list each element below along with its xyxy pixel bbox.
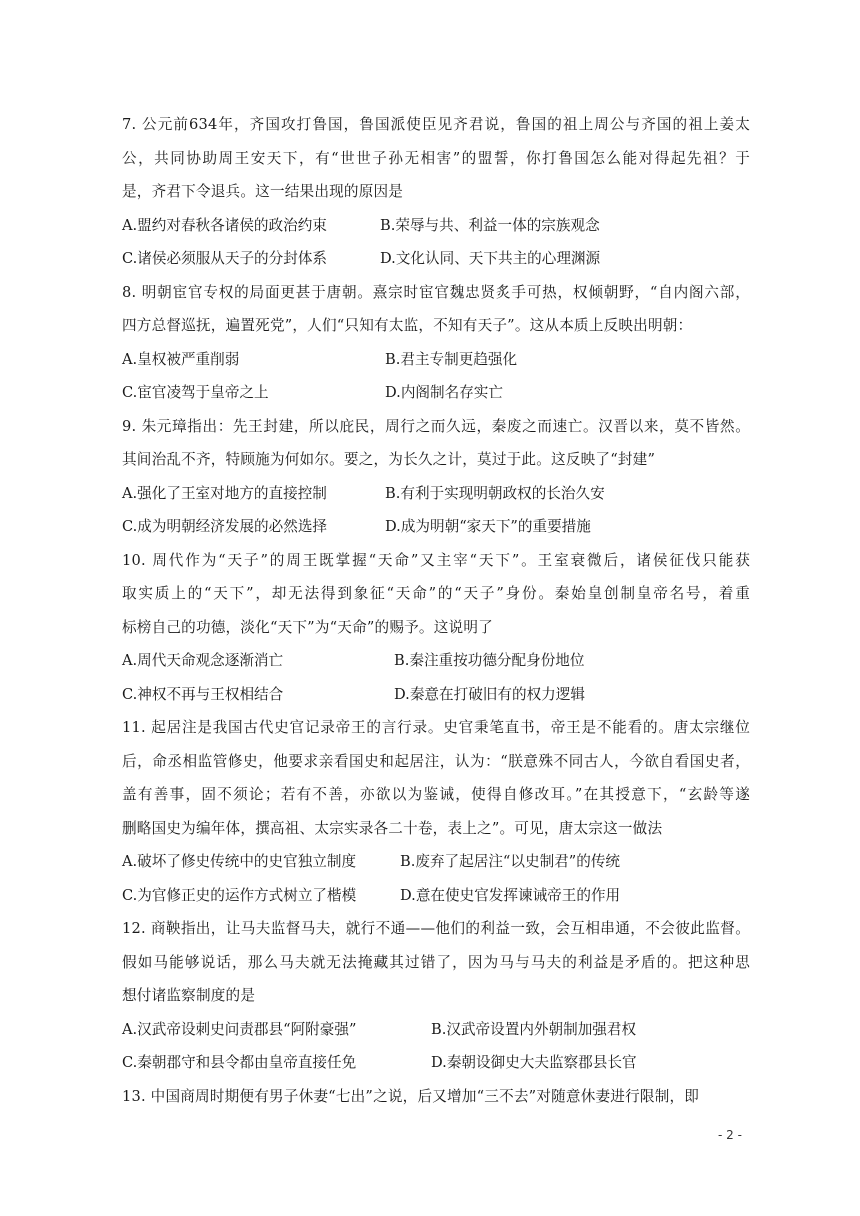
- options-row: [122, 376, 750, 410]
- question-stem-line: 取实质上的“天下”，却无法得到象征“天命”的“天子”身份。秦始皇创制皇帝名号，着重: [122, 585, 750, 602]
- answer-option-c: C.宦官凌驾于皇帝之上: [122, 384, 269, 401]
- options-row: [122, 209, 750, 243]
- answer-option-d: D.文化认同、天下共主的心理渊源: [380, 250, 601, 267]
- answer-option-a: A.破坏了修史传统中的史官独立制度: [122, 853, 357, 870]
- question-block: [122, 1080, 750, 1114]
- options-row: [122, 477, 750, 511]
- question-list: [122, 108, 750, 1113]
- options-row: [122, 678, 750, 712]
- question-stem-first-line: 9. 朱元璋指出：先王封建，所以庇民，周行之而久远，秦废之而速亡。汉晋以来，莫不皆然。: [122, 417, 750, 435]
- answer-option-d: D.成为明朝“家天下”的重要措施: [385, 518, 591, 535]
- question-stem-line: 是，齐君下令退兵。这一结果出现的原因是: [122, 183, 404, 200]
- page-number: - 2 -: [718, 1128, 742, 1142]
- question-block: [122, 410, 750, 544]
- question-stem-first-line: 7. 公元前634年，齐国攻打鲁国，鲁国派使臣见齐君说，鲁国的祖上周公与齐国的祖上姜太: [122, 116, 750, 133]
- question-stem-line: 想付诸监察制度的是: [122, 987, 256, 1004]
- options-row: [122, 242, 750, 276]
- answer-option-c: C.为官修正史的运作方式树立了楷模: [122, 886, 357, 904]
- options-row: [122, 343, 750, 377]
- answer-option-a: A.汉武帝设刺史问责郡县“阿附豪强”: [122, 1020, 357, 1038]
- answer-option-c: C.成为明朝经济发展的必然选择: [122, 518, 328, 535]
- question-stem-first-line: 11. 起居注是我国古代史官记录帝王的言行录。史官秉笔直书，帝王是不能看的。唐太宗继位: [122, 719, 750, 736]
- answer-option-a: A.盟约对春秋各诸侯的政治约束: [122, 216, 327, 234]
- answer-option-b: B.有利于实现明朝政权的长治久安: [385, 484, 605, 502]
- question-block: [122, 711, 750, 912]
- question-block: [122, 276, 750, 410]
- question-stem-first-line: 12. 商鞅指出，让马夫监督马夫，就行不通——他们的利益一致，会互相串通，不会彼此监督。: [122, 920, 750, 937]
- options-row: [122, 1046, 750, 1080]
- answer-option-b: B.秦注重按功德分配身份地位: [394, 652, 585, 669]
- answer-option-d: D.内阁制名存实亡: [385, 384, 503, 401]
- question-block: [122, 544, 750, 712]
- question-stem-line: 假如马能够说话，那么马夫就无法掩藏其过错了，因为马与马夫的利益是矛盾的。把这种思: [122, 953, 750, 971]
- options-row: [122, 510, 750, 544]
- answer-option-c: C.诸侯必须服从天子的分封体系: [122, 250, 328, 267]
- question-block: [122, 108, 750, 276]
- answer-option-c: C.神权不再与王权相结合: [122, 685, 284, 703]
- answer-option-b: B.汉武帝设置内外朝制加强君权: [431, 1020, 637, 1038]
- answer-option-b: B.荣辱与共、利益一体的宗族观念: [380, 216, 600, 234]
- options-row: [122, 644, 750, 678]
- answer-option-c: C.秦朝郡守和县令都由皇帝直接任免: [122, 1054, 357, 1071]
- question-stem-first-line: 8. 明朝宦官专权的局面更甚于唐朝。熹宗时宦官魏忠贤炙手可热，权倾朝野，“自内阁六部，: [122, 283, 750, 301]
- question-stem-line: 公，共同协助周王安天下，有“世世子孙无相害”的盟誓，你打鲁国怎么能对得起先祖？于: [122, 149, 750, 167]
- question-stem-line: 四方总督巡抚，遍置死党”，人们“只知有太监，不知有天子”。这从本质上反映出明朝：: [122, 317, 693, 334]
- question-stem-line: 删略国史为编年体，撰高祖、太宗实录各二十卷，表上之”。可见，唐太宗这一做法: [122, 819, 663, 837]
- question-stem-line: 后，命丞相监管修史，他要求亲看国史和起居注，认为：“朕意殊不同古人，今欲自看国史者，: [122, 752, 750, 770]
- answer-option-d: D.秦朝设御史大夫监察郡县长官: [431, 1054, 637, 1071]
- answer-option-b: B.废弃了起居注“以史制君”的传统: [400, 853, 621, 870]
- answer-option-a: A.周代天命观念逐渐消亡: [122, 652, 284, 669]
- question-stem-line: 标榜自己的功德，淡化“天下”为“天命”的赐予。这说明了: [122, 618, 493, 636]
- options-row: [122, 1013, 750, 1047]
- answer-option-b: B.君主专制更趋强化: [385, 350, 518, 368]
- options-row: [122, 879, 750, 913]
- answer-option-a: A.皇权被严重削弱: [122, 350, 240, 368]
- answer-option-d: D.秦意在打破旧有的权力逻辑: [394, 685, 585, 703]
- answer-option-a: A.强化了王室对地方的直接控制: [122, 484, 327, 502]
- options-row: [122, 845, 750, 879]
- question-stem-line: 其间治乱不齐，特顾施为何如尔。要之，为长久之计，莫过于此。这反映了“封建”: [122, 451, 656, 468]
- question-stem-line: 盖有善事，固不须论；若有不善，亦欲以为鉴诫，使得自修改耳。”在其授意下，“玄龄等遂: [122, 786, 750, 803]
- question-block: [122, 912, 750, 1080]
- question-stem-first-line: 13. 中国商周时期便有男子休妻“七出”之说，后又增加“三不去”对随意休妻进行限制，即: [122, 1087, 700, 1105]
- answer-option-d: D.意在使史官发挥谏诫帝王的作用: [400, 886, 621, 904]
- question-stem-first-line: 10. 周代作为“天子”的周王既掌握“天命”又主宰“天下”。王室衰微后，诸侯征伐只能获: [122, 551, 750, 569]
